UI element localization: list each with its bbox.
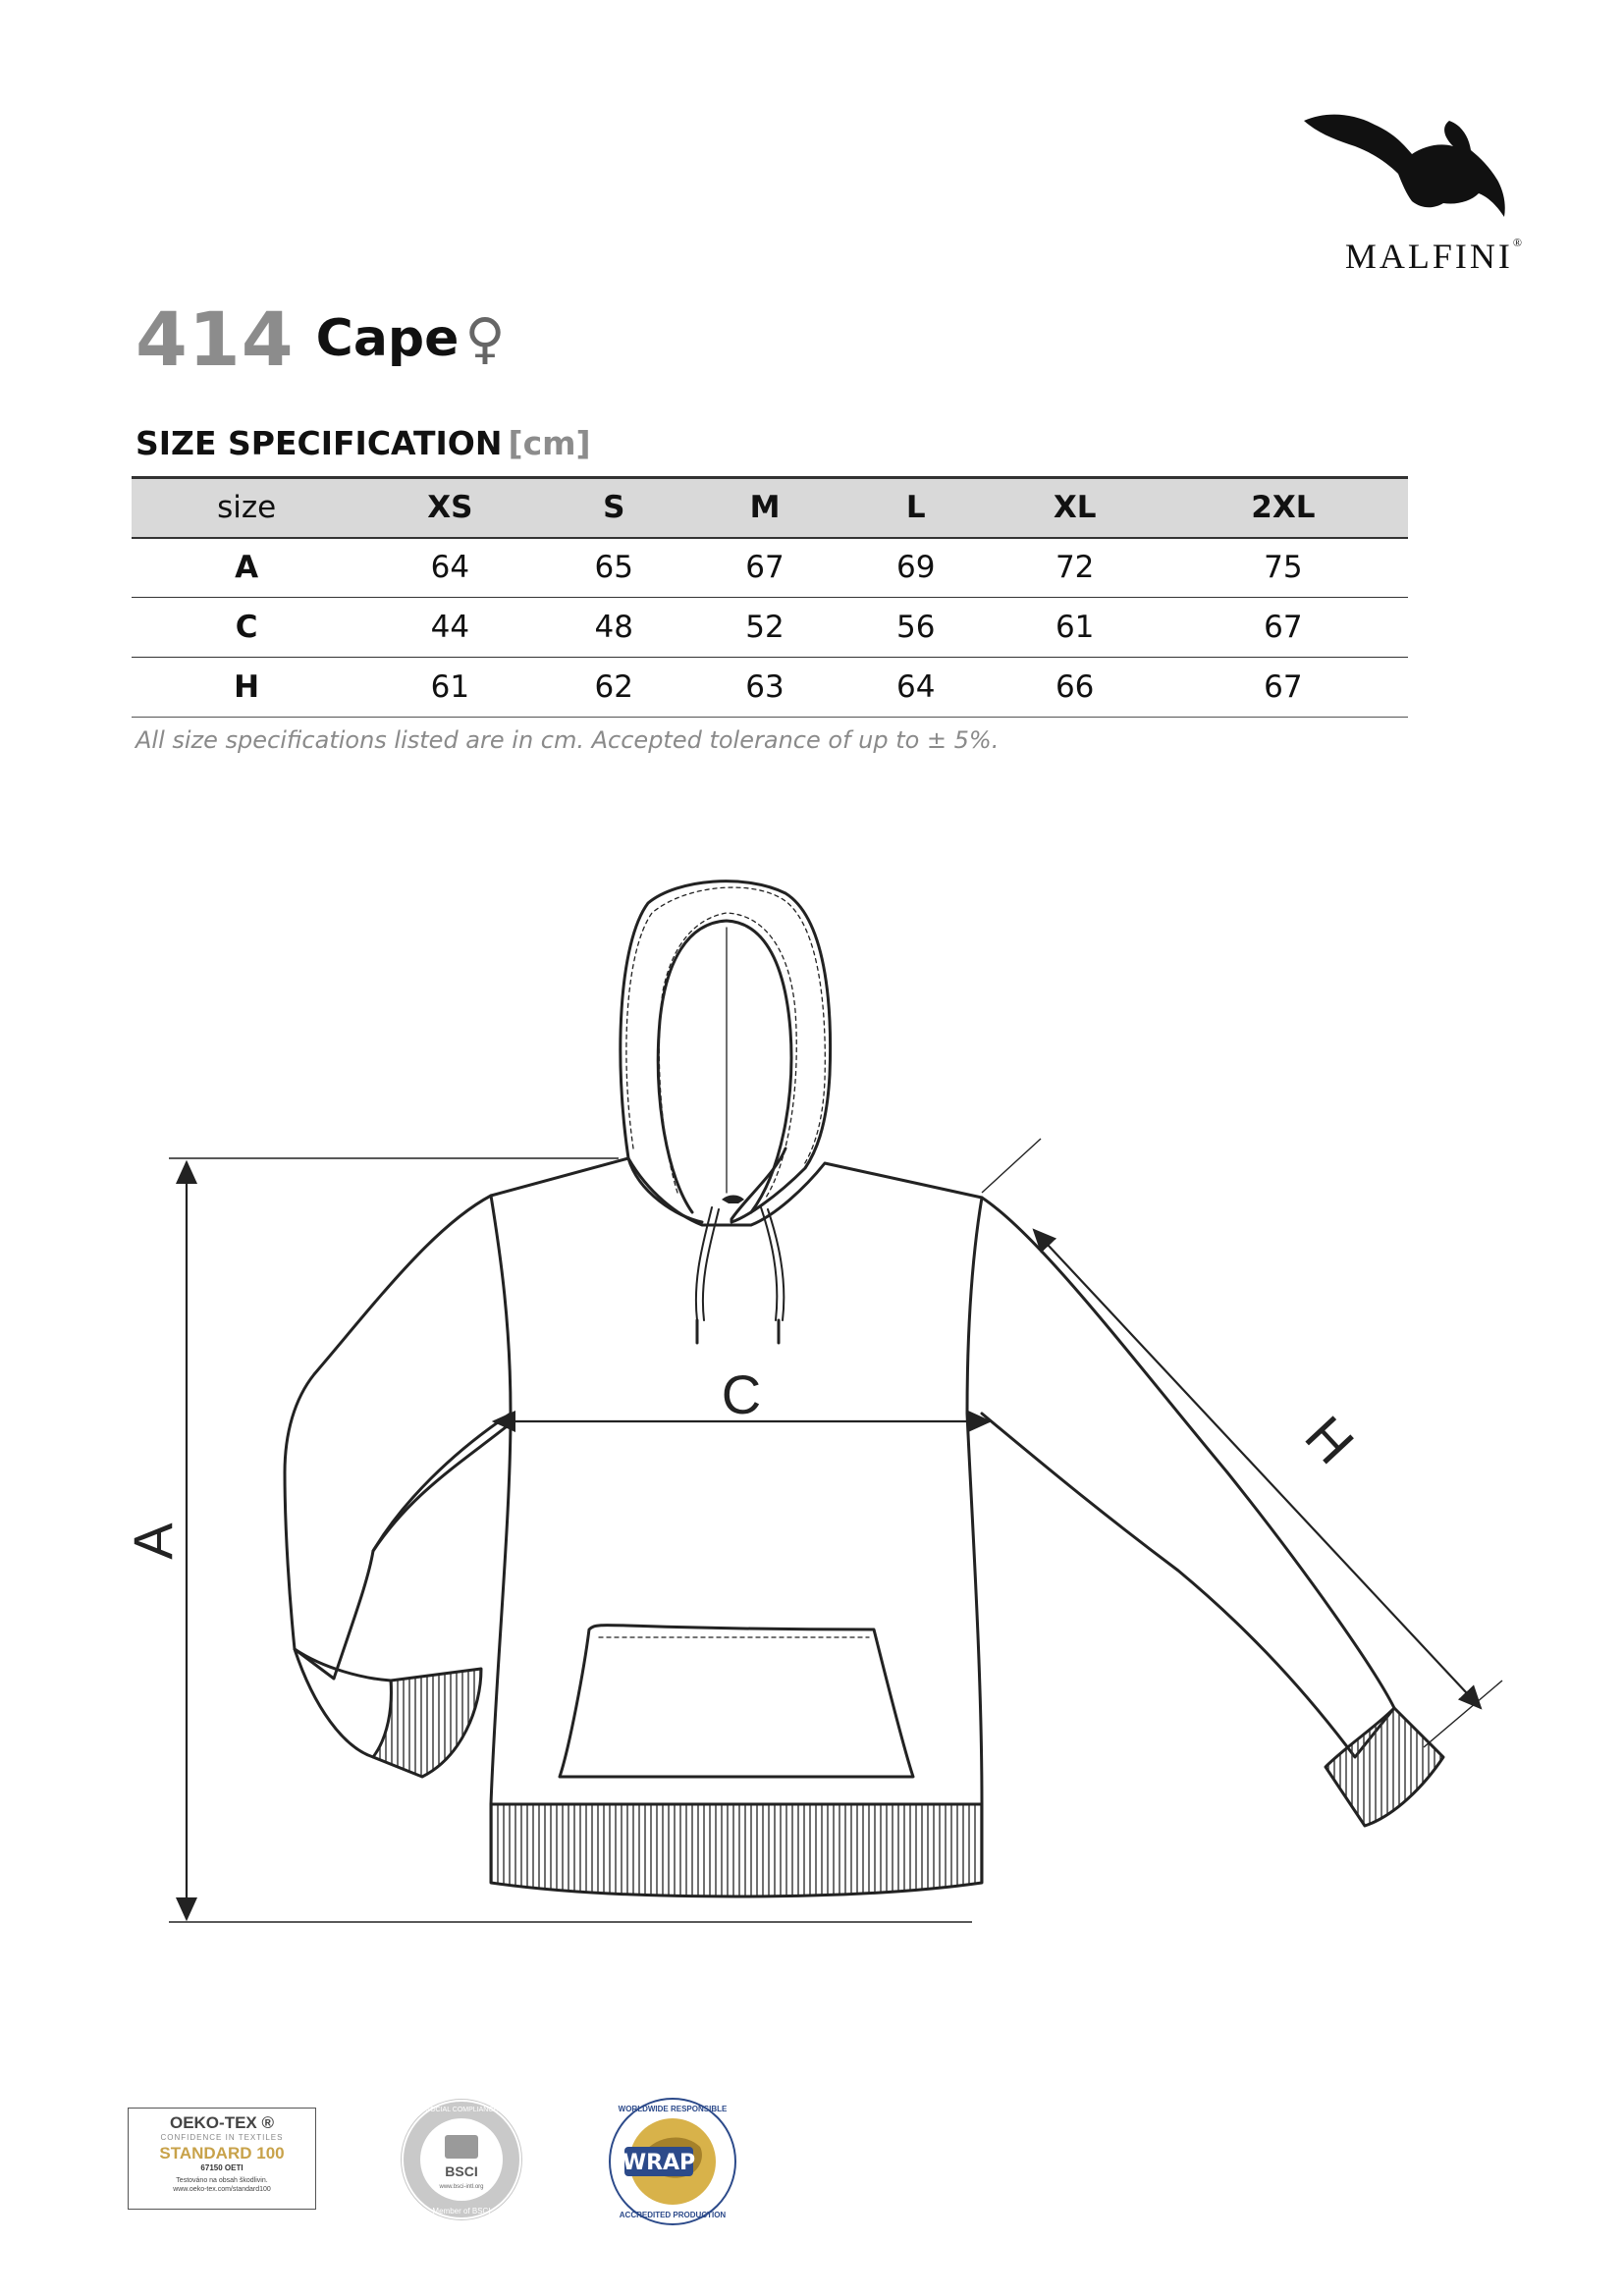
bsci-badge <box>389 2096 534 2223</box>
left-sleeve <box>285 1196 511 1679</box>
body-outline <box>491 1158 982 1804</box>
registered-mark: ® <box>1512 236 1522 249</box>
column-header: XL <box>992 478 1159 538</box>
certification-badges <box>128 2096 766 2233</box>
oeko-tex-badge <box>128 2108 316 2210</box>
bsci-ring-top: BUSINESS SOCIAL COMPLIANCE INITIATIVE <box>389 2107 534 2113</box>
waistband <box>491 1804 982 1896</box>
oeko-code: 67150 OETI <box>200 2163 244 2172</box>
product-title <box>135 294 505 383</box>
table-cell: 69 <box>840 538 992 598</box>
table-cell: 48 <box>538 598 689 658</box>
table-row <box>132 598 1408 658</box>
label-a: A <box>122 1522 184 1560</box>
bsci-center: BSCI <box>445 2163 478 2179</box>
spec-unit: [cm] <box>508 424 591 462</box>
drawstring-right <box>761 1207 777 1320</box>
table-cell: 64 <box>361 538 538 598</box>
right-sleeve <box>982 1198 1394 1757</box>
table-cell: 62 <box>538 658 689 718</box>
table-row <box>132 658 1408 718</box>
column-header: XS <box>361 478 538 538</box>
wrap-ring-bottom: ACCREDITED PRODUCTION <box>619 2211 727 2219</box>
spec-heading-text: SIZE SPECIFICATION <box>135 424 503 462</box>
table-cell: 75 <box>1159 538 1408 598</box>
table-cell: 67 <box>1159 658 1408 718</box>
bsci-ring-bottom: Member of BSCI <box>432 2207 491 2216</box>
neck-label <box>722 1196 744 1204</box>
left-cuff <box>373 1669 481 1777</box>
hood-opening <box>658 921 791 1212</box>
model-number: 414 <box>135 294 295 383</box>
size-table-header <box>132 478 1408 538</box>
table-cell: 72 <box>992 538 1159 598</box>
wrap-center: WRAP <box>622 2151 696 2175</box>
table-cell: 63 <box>689 658 840 718</box>
table-cell: 52 <box>689 598 840 658</box>
table-cell: 61 <box>992 598 1159 658</box>
kangaroo-pocket <box>560 1626 913 1777</box>
row-label: A <box>132 538 361 598</box>
label-c: C <box>721 1363 762 1425</box>
oeko-standard: STANDARD 100 <box>159 2144 285 2163</box>
tolerance-note: All size specifications listed are in cm. Accepted tolerance of up to ± 5%. <box>135 726 1000 754</box>
table-row <box>132 538 1408 598</box>
table-cell: 44 <box>361 598 538 658</box>
spec-heading <box>135 424 591 462</box>
bsci-url: www.bsci-intl.org <box>439 2184 484 2190</box>
table-cell: 56 <box>840 598 992 658</box>
female-symbol-icon: ♀ <box>464 306 506 371</box>
column-header: size <box>132 478 361 538</box>
column-header: M <box>689 478 840 538</box>
wrap-ring-top: WORLDWIDE RESPONSIBLE <box>618 2105 728 2113</box>
hood-outline <box>621 881 831 1222</box>
table-cell: 67 <box>689 538 840 598</box>
oeko-title: OEKO-TEX ® <box>169 2113 275 2132</box>
table-cell: 64 <box>840 658 992 718</box>
row-label: H <box>132 658 361 718</box>
table-cell: 61 <box>361 658 538 718</box>
table-cell: 65 <box>538 538 689 598</box>
bsci-emblem-icon <box>445 2135 478 2159</box>
model-name: Cape <box>315 309 460 368</box>
table-cell: 66 <box>992 658 1159 718</box>
oeko-subtitle: CONFIDENCE IN TEXTILES <box>160 2133 284 2142</box>
hoodie-diagram <box>0 844 1624 1963</box>
column-header: L <box>840 478 992 538</box>
dimension-h-line <box>1034 1230 1481 1708</box>
column-header: 2XL <box>1159 478 1408 538</box>
column-header: S <box>538 478 689 538</box>
malfini-logo <box>1276 103 1522 280</box>
label-h: H <box>1293 1404 1367 1475</box>
oeko-line2: www.oeko-tex.com/standard100 <box>173 2186 271 2193</box>
wrap-badge <box>607 2096 739 2228</box>
eagle-icon <box>1296 103 1512 231</box>
table-cell: 67 <box>1159 598 1408 658</box>
oeko-line1: Testováno na obsah škodlivin. <box>176 2177 268 2184</box>
row-label: C <box>132 598 361 658</box>
right-cuff <box>1326 1708 1443 1826</box>
size-table <box>132 476 1408 718</box>
brand-name: MALFINI <box>1344 237 1513 276</box>
